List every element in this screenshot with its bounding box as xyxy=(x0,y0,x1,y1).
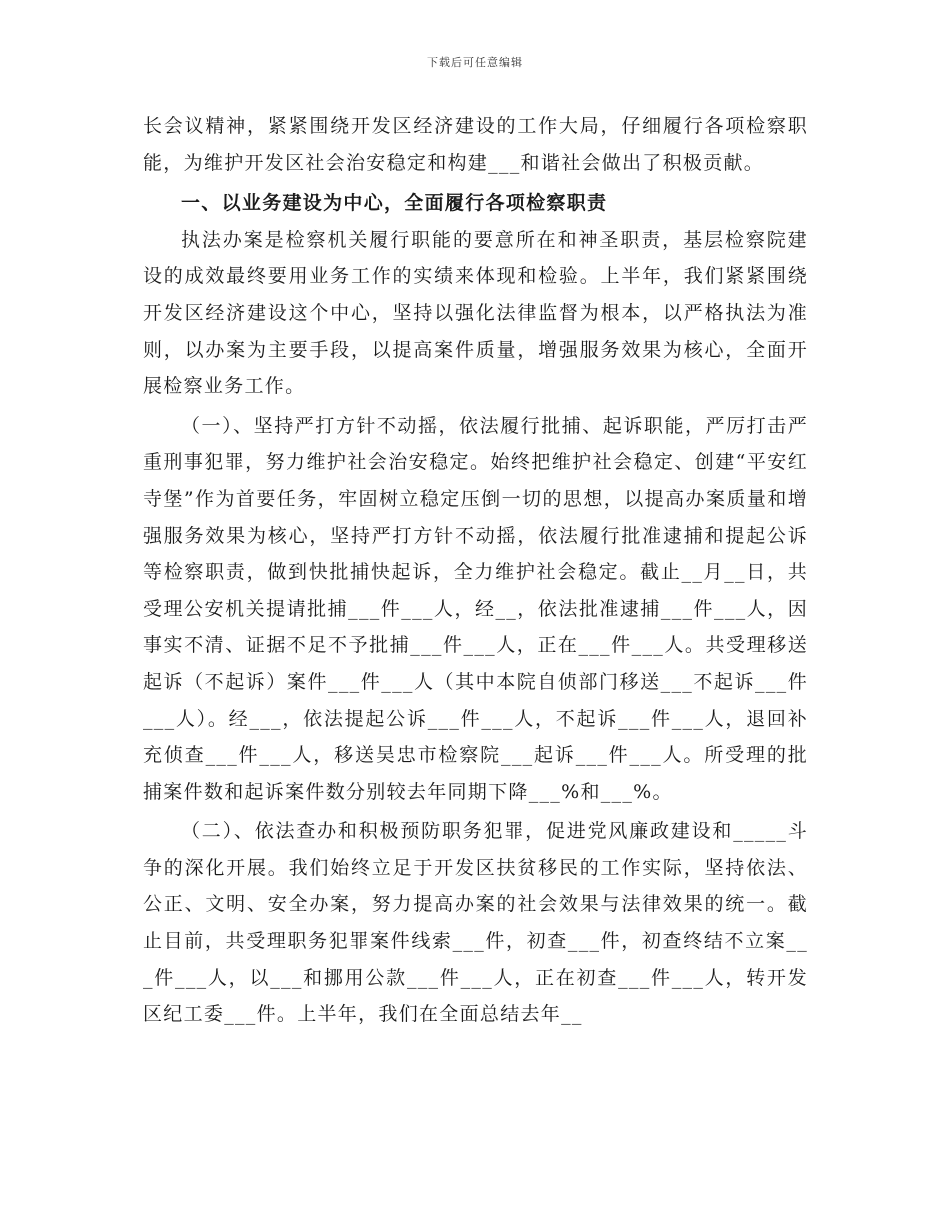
document-body xyxy=(143,108,808,1033)
paragraph-subsection-1: （一）、坚持严打方针不动摇，依法履行批捕、起诉职能，严厉打击严重刑事犯罪，努力维护社会治安稳定。始终把维护社会稳定、创建“平安红寺堡”作为首要任务，牢固树立稳定压倒一切的思想，以提高办案质量和增强服务效果为核心，坚持严打方针不动摇，依法履行批准逮捕和提起公诉等检察职责，做到快批捕快起诉，全力维护社会稳定。截止__月__日，共受理公安机关提请批捕___件___人，经__，依法批准逮捕___件___人，因事实不清、证据不足不予批捕___件___人，正在___件___人。共受理移送起诉（不起诉）案件___件___人（其中本院自侦部门移送___不起诉___件___人）。经___，依法提起公诉___件___人，不起诉___件___人，退回补充侦查___件___人，移送吴忠市检察院___起诉___件___人。所受理的批捕案件数和起诉案件数分别较去年同期下降___%和___%。 xyxy=(143,414,808,803)
section-heading-1: 一、以业务建设为中心，全面履行各项检察职责 xyxy=(181,192,608,215)
paragraph-subsection-2: （二）、依法查办和积极预防职务犯罪，促进党风廉政建设和_____斗争的深化开展。我们始终立足于开发区扶贫移民的工作实际，坚持依法、公正、文明、安全办案，努力提高办案的社会效果与法律效果的统一。截止目前，共受理职务犯罪案件线索___件，初查___件，初查终结不立案___件___人，以___和挪用公款___件___人，正在初查___件___人，转开发区纪工委___件。上半年，我们在全面总结去年__ xyxy=(143,820,808,1026)
paragraph-intro: 长会议精神，紧紧围绕开发区经济建设的工作大局，仔细履行各项检察职能，为维护开发区社会治安稳定和构建___和谐社会做出了积极贡献。 xyxy=(143,115,808,174)
paragraph-section-1: 执法办案是检察机关履行职能的要意所在和神圣职责，基层检察院建设的成效最终要用业务工作的实绩来体现和检验。上半年，我们紧紧围绕开发区经济建设这个中心，坚持以强化法律监督为根本，以严格执法为准则，以办案为主要手段，以提高案件质量，增强服务效果为核心，全面开展检察业务工作。 xyxy=(143,228,808,398)
page-header: 下载后可任意编辑 xyxy=(427,56,523,69)
